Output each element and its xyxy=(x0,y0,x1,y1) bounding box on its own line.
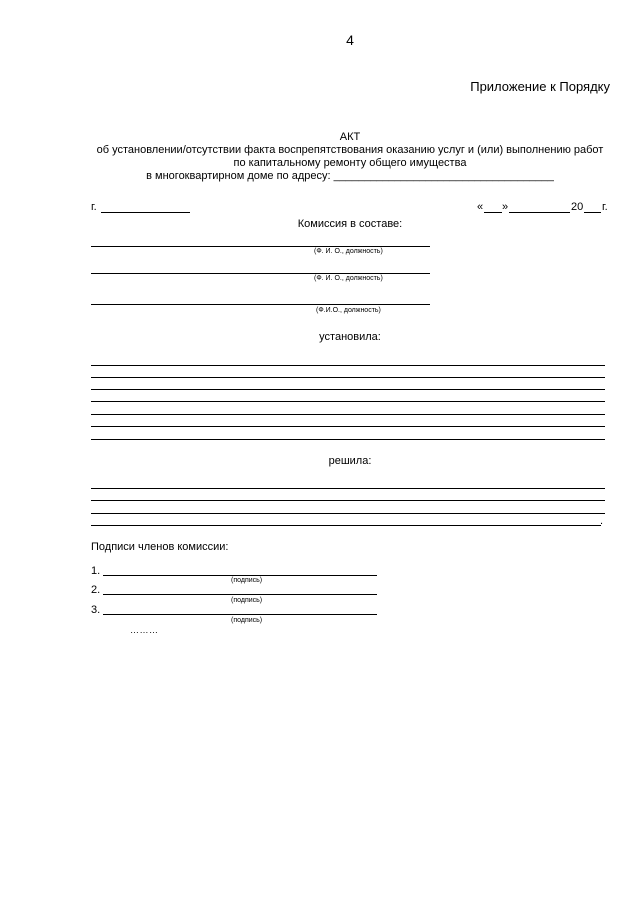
established-heading: установила: xyxy=(319,331,381,343)
signature-2-line[interactable] xyxy=(103,594,377,595)
member-2-caption: (Ф. И. О., должность) xyxy=(314,275,383,282)
signature-3-caption: (подпись) xyxy=(231,617,263,624)
act-subtitle-line-2: по капитальному ремонту общего имущества xyxy=(233,157,467,169)
established-line-1[interactable] xyxy=(91,365,605,366)
signature-1-number: 1. xyxy=(91,565,101,577)
signature-3-line[interactable] xyxy=(103,614,377,615)
signature-3-number: 3. xyxy=(91,604,101,616)
established-line-4[interactable] xyxy=(91,401,605,402)
member-1-line[interactable] xyxy=(91,246,430,247)
city-field-line[interactable] xyxy=(101,212,190,213)
city-prefix: г. xyxy=(91,201,97,213)
established-line-3[interactable] xyxy=(91,389,605,390)
member-2-line[interactable] xyxy=(91,273,430,274)
established-line-2[interactable] xyxy=(91,377,605,378)
member-3-line[interactable] xyxy=(91,304,430,305)
decided-line-end-period: . xyxy=(600,515,604,527)
date-year-prefix: 20 xyxy=(571,201,584,213)
member-3-caption: (Ф.И.О., должность) xyxy=(316,307,381,314)
decided-line-3[interactable] xyxy=(91,513,605,514)
decided-line-1[interactable] xyxy=(91,488,605,489)
signature-1-caption: (подпись) xyxy=(231,577,263,584)
signature-2-caption: (подпись) xyxy=(231,597,263,604)
decided-line-2[interactable] xyxy=(91,500,605,501)
signatures-heading: Подписи членов комиссии: xyxy=(91,541,229,553)
member-1-caption: (Ф. И. О., должность) xyxy=(314,248,383,255)
commission-heading: Комиссия в составе: xyxy=(297,218,403,230)
established-line-7[interactable] xyxy=(91,439,605,440)
date-day-line[interactable] xyxy=(484,212,502,213)
act-title-block xyxy=(0,131,640,183)
date-open-quote: « xyxy=(477,201,484,213)
page-number: 4 xyxy=(346,32,354,48)
signature-1-line[interactable] xyxy=(103,575,377,576)
trailing-dots: ……… xyxy=(130,625,159,635)
act-title: АКТ xyxy=(339,131,361,143)
act-subtitle-line-1: об установлении/отсутствии факта воспрепятствования оказанию услуг и (или) выполнению работ xyxy=(96,144,604,156)
date-close-quote: » xyxy=(502,201,509,213)
appendix-label: Приложение к Порядку xyxy=(470,79,610,94)
decided-line-4[interactable] xyxy=(91,525,601,526)
established-line-5[interactable] xyxy=(91,414,605,415)
decided-heading: решила: xyxy=(328,455,372,467)
signature-2-number: 2. xyxy=(91,584,101,596)
date-year-line[interactable] xyxy=(584,212,601,213)
date-month-line[interactable] xyxy=(509,212,570,213)
act-address-line: в многоквартирном доме по адресу: ____________________________________ xyxy=(146,170,554,182)
established-line-6[interactable] xyxy=(91,426,605,427)
date-year-suffix: г. xyxy=(602,201,608,213)
